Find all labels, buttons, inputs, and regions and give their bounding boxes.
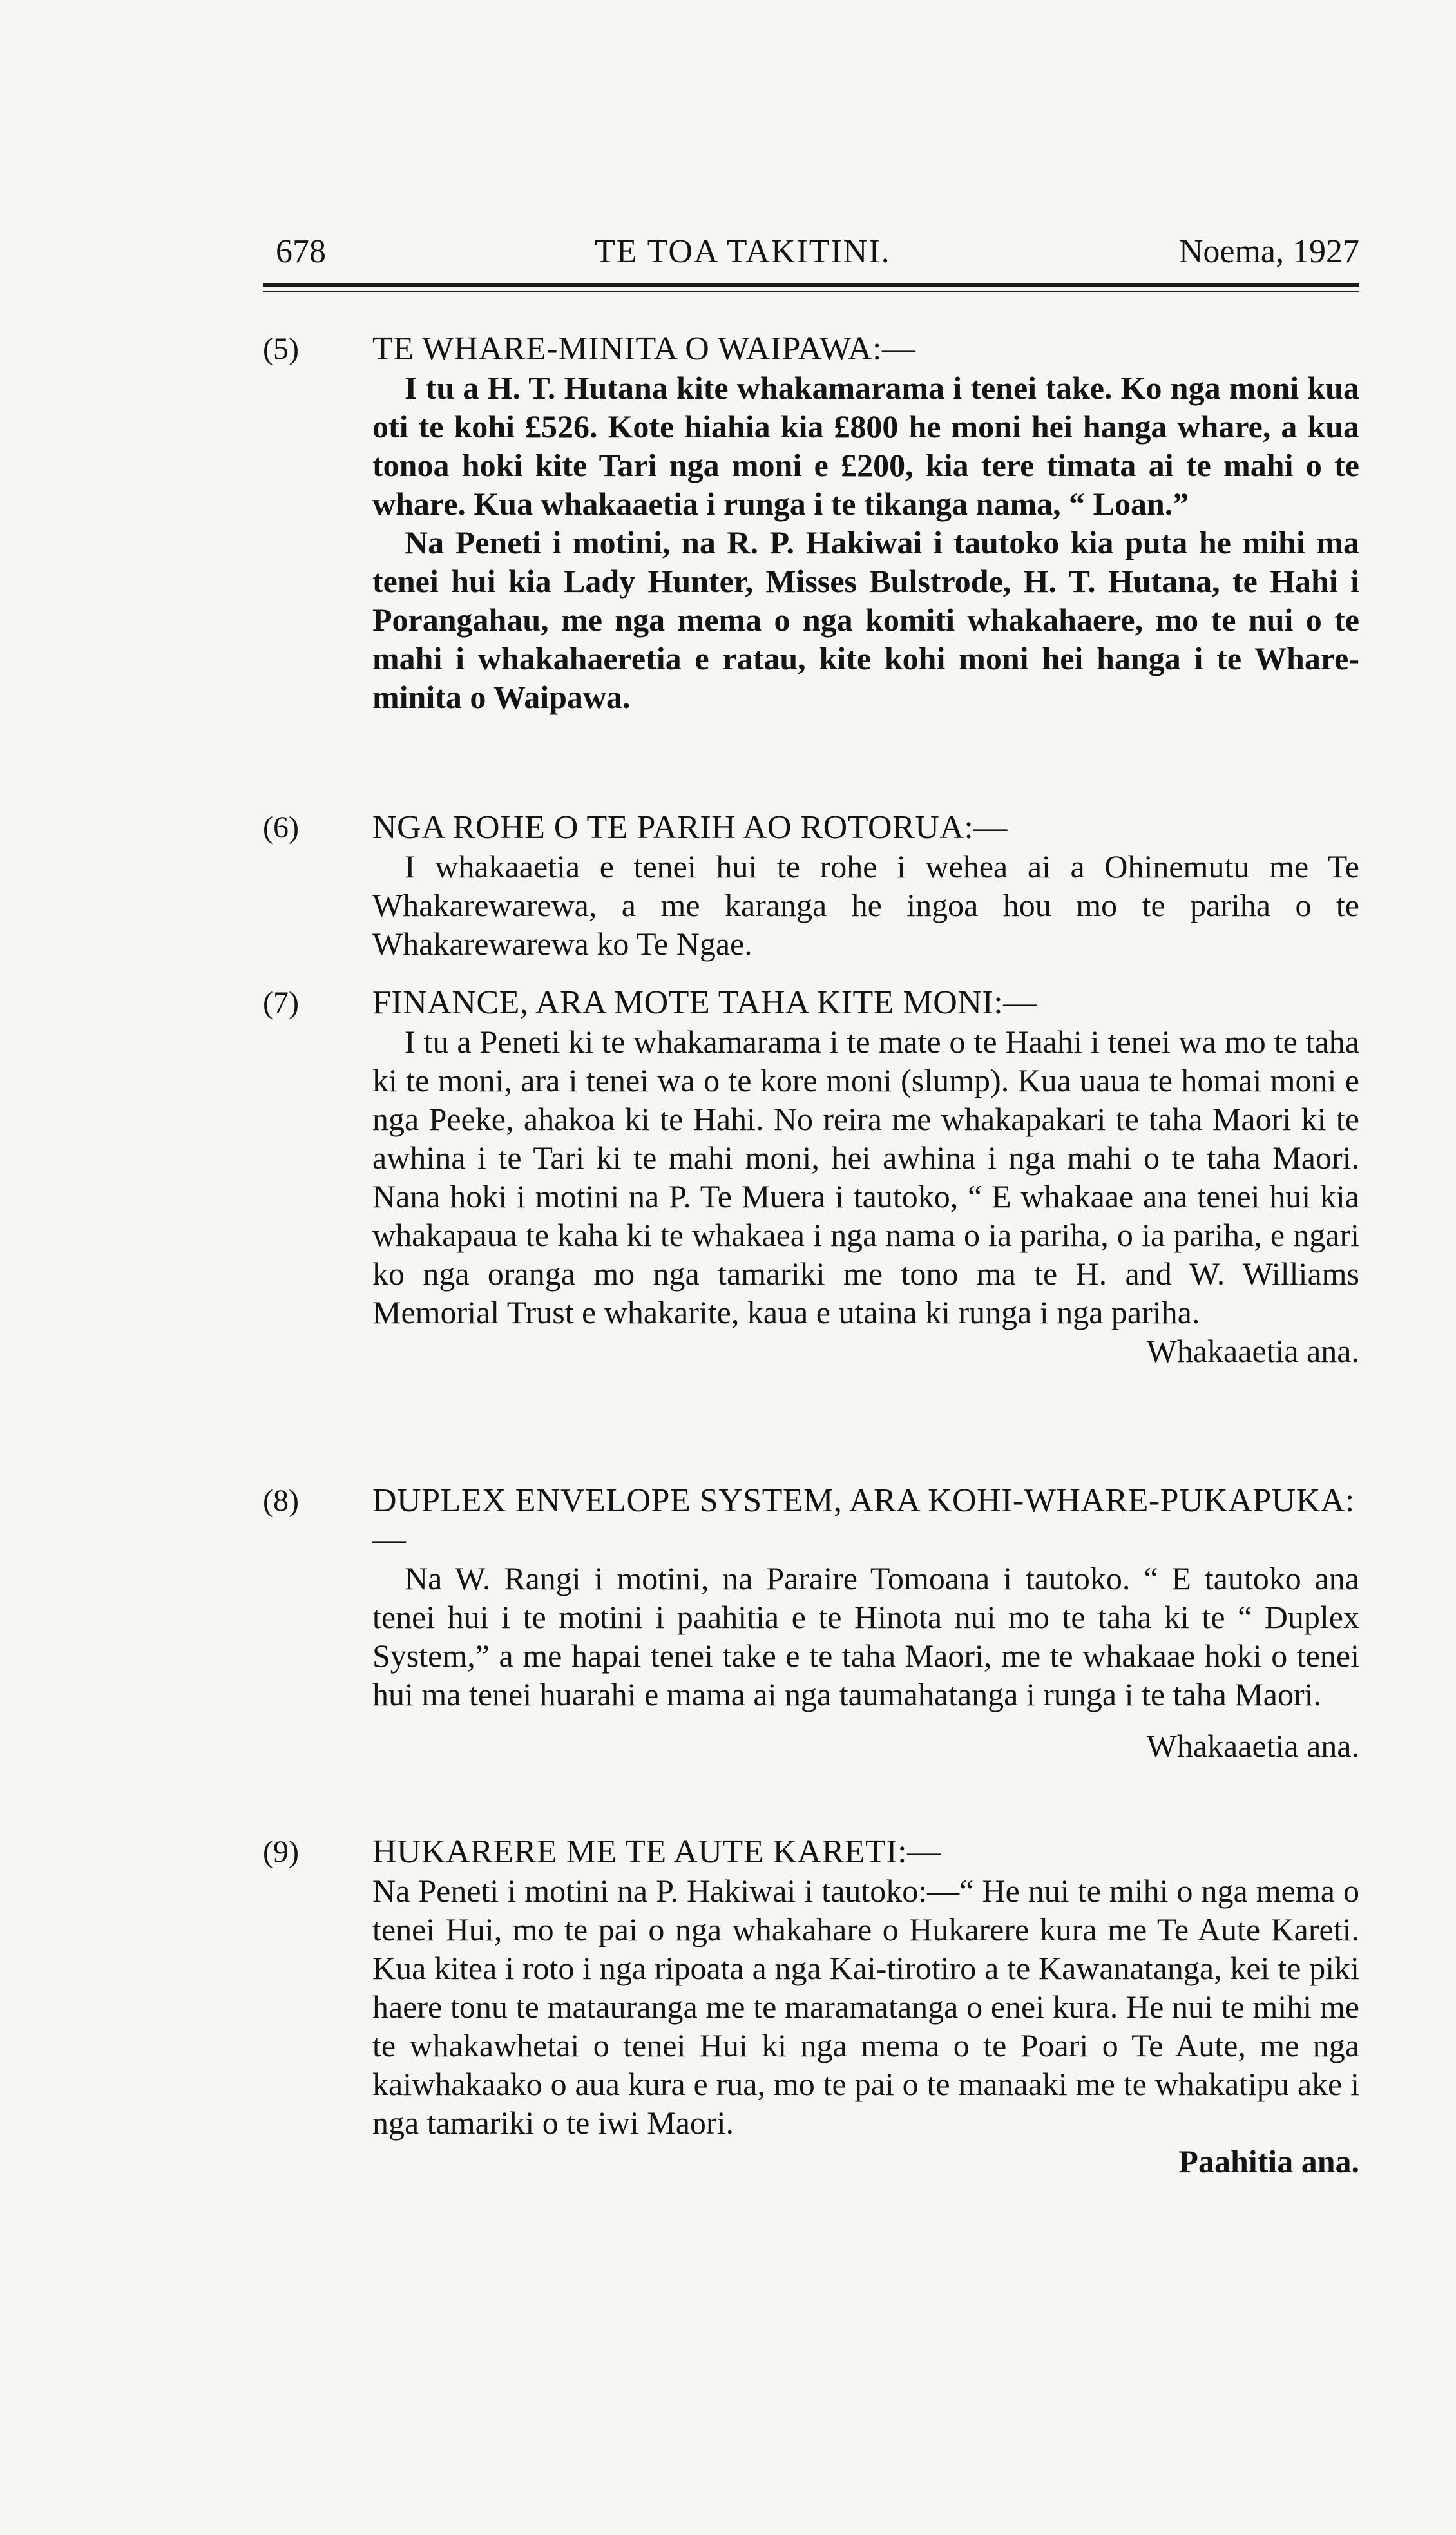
paragraph: Na Peneti i motini na P. Hakiwai i tautoko:—“ He nui te mihi o nga mema o tenei Hui, mo te pai o nga whakahare o Hukarere kura me Te Aute Kareti. Kua kitea i roto i nga ripoata a nga Kai-tirotiro a te Kawanatanga, kei te piki haere tonu te matauranga me te maramatanga o enei kura. He nui te mihi me te whakawhetai o tenei Hui ki nga mema o te Poari o Te Aute, me nga kaiwhakaako o aua kura e rua, mo te pai o te manaaki me te whakatipu ake i nga tamariki o te iwi Maori. <box>372 1873 1359 2141</box>
section-number: (8) <box>263 1484 299 1518</box>
section-number: (9) <box>263 1835 299 1869</box>
page-header <box>276 229 1359 274</box>
resolution-result: Whakaaetia ana. <box>1146 1728 1359 1764</box>
header-rule-thick <box>263 283 1359 287</box>
paragraph: I tu a Peneti ki te whakamarama i te mate o te Haahi i tenei wa mo te taha ki te moni, ara i tenei wa o te kore moni (slump). Kua uaua te homai moni e nga Peeke, ahakoa ki te Hahi. No reira me whakapakari te taha Maori ki te awhina i te Tari ki te mahi moni, hei awhina i nga mahi o te taha Maori. Nana hoki i motini na P. Te Muera i tautoko, “ E whakaae ana tenei hui kia whakapaua te kaha ki te whakaea i nga nama o ia pariha, o ia pariha, e ngari ko nga oranga mo nga tamariki me tono ma te H. and W. Williams Memorial Trust e whakarite, kaua e utaina ki runga i nga pariha. <box>372 1024 1359 1330</box>
paragraph: I tu a H. T. Hutana kite whakamarama i tenei take. Ko nga moni kua oti te kohi £526. Kote hiahia kia £800 he moni hei hanga whare, a kua tonoa hoki kite Tari nga moni e £200, kia tere timata ai te mahi o te whare. Kua whakaaetia i runga i te tikanga nama, “ Loan.” <box>372 370 1359 522</box>
section-number: (7) <box>263 986 299 1020</box>
page-number: 678 <box>276 233 326 270</box>
section-heading: TE WHARE-MINITA O WAIPAWA:— <box>372 330 916 367</box>
resolution-result: Paahitia ana. <box>1178 2143 1359 2179</box>
header-rule-thin <box>263 291 1359 292</box>
paragraph: Na W. Rangi i motini, na Paraire Tomoana i tautoko. “ E tautoko ana tenei hui i te motini i paahitia e te Hinota nui mo te taha ki te “ Duplex System,” a me hapai tenei take e te taha Maori, me te whakaae hoki o tenei hui ma tenei huarahi e mama ai nga taumahatanga i runga i te taha Maori. <box>372 1560 1359 1712</box>
section-9 <box>263 1833 1359 2181</box>
section-8 <box>263 1482 1359 1765</box>
section-number: (6) <box>263 810 299 845</box>
section-heading: HUKARERE ME TE AUTE KARETI:— <box>372 1833 941 1870</box>
section-heading: FINANCE, ARA MOTE TAHA KITE MONI:— <box>372 984 1037 1021</box>
section-heading: NGA ROHE O TE PARIH AO ROTORUA:— <box>372 809 1008 846</box>
section-5 <box>263 330 1359 716</box>
issue-date: Noema, 1927 <box>1178 233 1359 270</box>
paragraph: I whakaaetia e tenei hui te rohe i wehea ai a Ohinemutu me Te Whakarewarewa, a me karanga he ingoa hou mo te pariha o te Whakarewarewa ko Te Ngae. <box>372 848 1359 962</box>
paragraph: Na Peneti i motini, na R. P. Hakiwai i tautoko kia puta he mihi ma tenei hui kia Lady Hunter, Misses Bulstrode, H. T. Hutana, te Hahi i Porangahau, me nga mema o nga komiti whakahaere, mo te nui o te mahi i whakahaeretia e ratau, kite kohi moni hei hanga i te Whare-minita o Waipawa. <box>372 524 1359 715</box>
resolution-result: Whakaaetia ana. <box>1146 1333 1359 1369</box>
section-number: (5) <box>263 332 299 366</box>
section-7 <box>263 984 1359 1370</box>
section-6 <box>263 808 1359 963</box>
section-heading: DUPLEX ENVELOPE SYSTEM, ARA KOHI-WHARE-PUKAPUKA:— <box>372 1482 1355 1558</box>
running-title: TE TOA TAKITINI. <box>595 233 891 270</box>
